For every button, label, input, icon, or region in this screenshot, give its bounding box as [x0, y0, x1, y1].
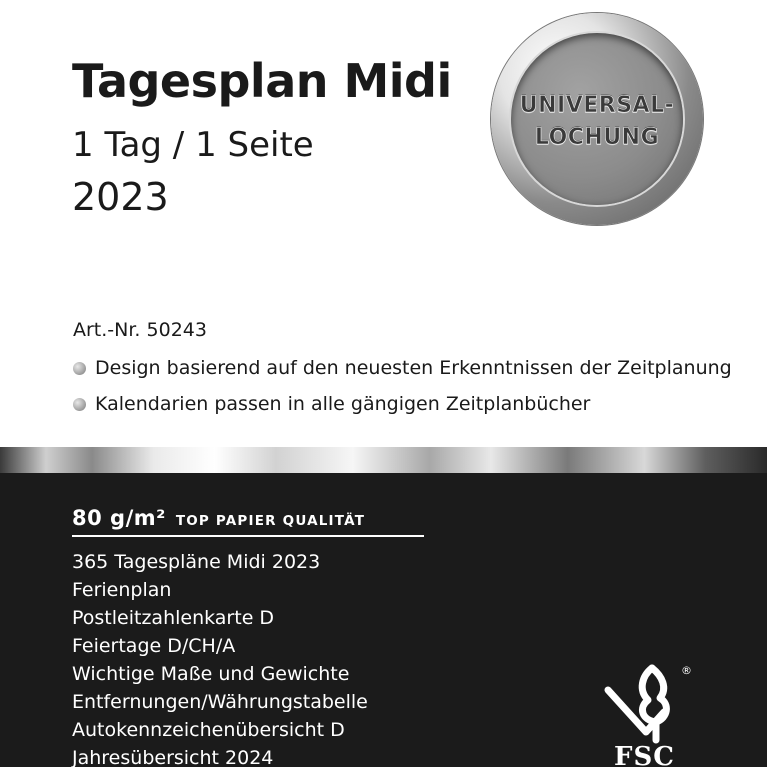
contents-item: Ferienplan: [72, 579, 172, 601]
spec-underline: [72, 535, 424, 537]
feature-text: Kalendarien passen in alle gängigen Zeitplanbücher: [95, 393, 591, 415]
fsc-registered-mark: ®: [681, 664, 692, 677]
feature-item: [73, 356, 732, 392]
paper-weight: 80 g/m²: [72, 506, 166, 530]
fsc-tree-icon: [608, 668, 666, 740]
contents-item: Entfernungen/Währungstabelle: [72, 691, 368, 713]
bullet-dot-icon: [73, 398, 86, 411]
contents-item: Wichtige Maße und Gewichte: [72, 663, 350, 685]
badge-line-1: UNIVERSAL-: [519, 93, 675, 118]
feature-text: Design basierend auf den neuesten Erkenntnissen der Zeitplanung: [95, 357, 732, 379]
contents-list: [72, 548, 368, 772]
contents-item: Autokennzeichenübersicht D: [72, 719, 345, 741]
article-number: Art.-Nr. 50243: [73, 319, 207, 341]
feature-item: [73, 392, 732, 428]
contents-item: Postleitzahlenkarte D: [72, 607, 275, 629]
contents-item: Feiertage D/CH/A: [72, 635, 236, 657]
feature-list: [73, 356, 732, 428]
fsc-logo: [598, 660, 702, 767]
contents-item: 365 Tagespläne Midi 2023: [72, 551, 321, 573]
contents-item: Jahresübersicht 2024: [72, 747, 274, 769]
paper-quality: TOP PAPIER QUALITÄT: [175, 513, 366, 529]
bullet-dot-icon: [73, 362, 86, 375]
metallic-divider-band: [0, 447, 767, 473]
fsc-wordmark: FSC: [614, 742, 675, 767]
paper-spec-line: [72, 506, 365, 530]
badge-inner-disc: [511, 33, 683, 205]
product-year: 2023: [72, 175, 169, 219]
badge-line-2: LOCHUNG: [534, 125, 660, 150]
universal-lochung-badge: [491, 13, 703, 225]
product-title: Tagesplan Midi: [72, 54, 452, 108]
product-subtitle: 1 Tag / 1 Seite: [72, 125, 314, 165]
